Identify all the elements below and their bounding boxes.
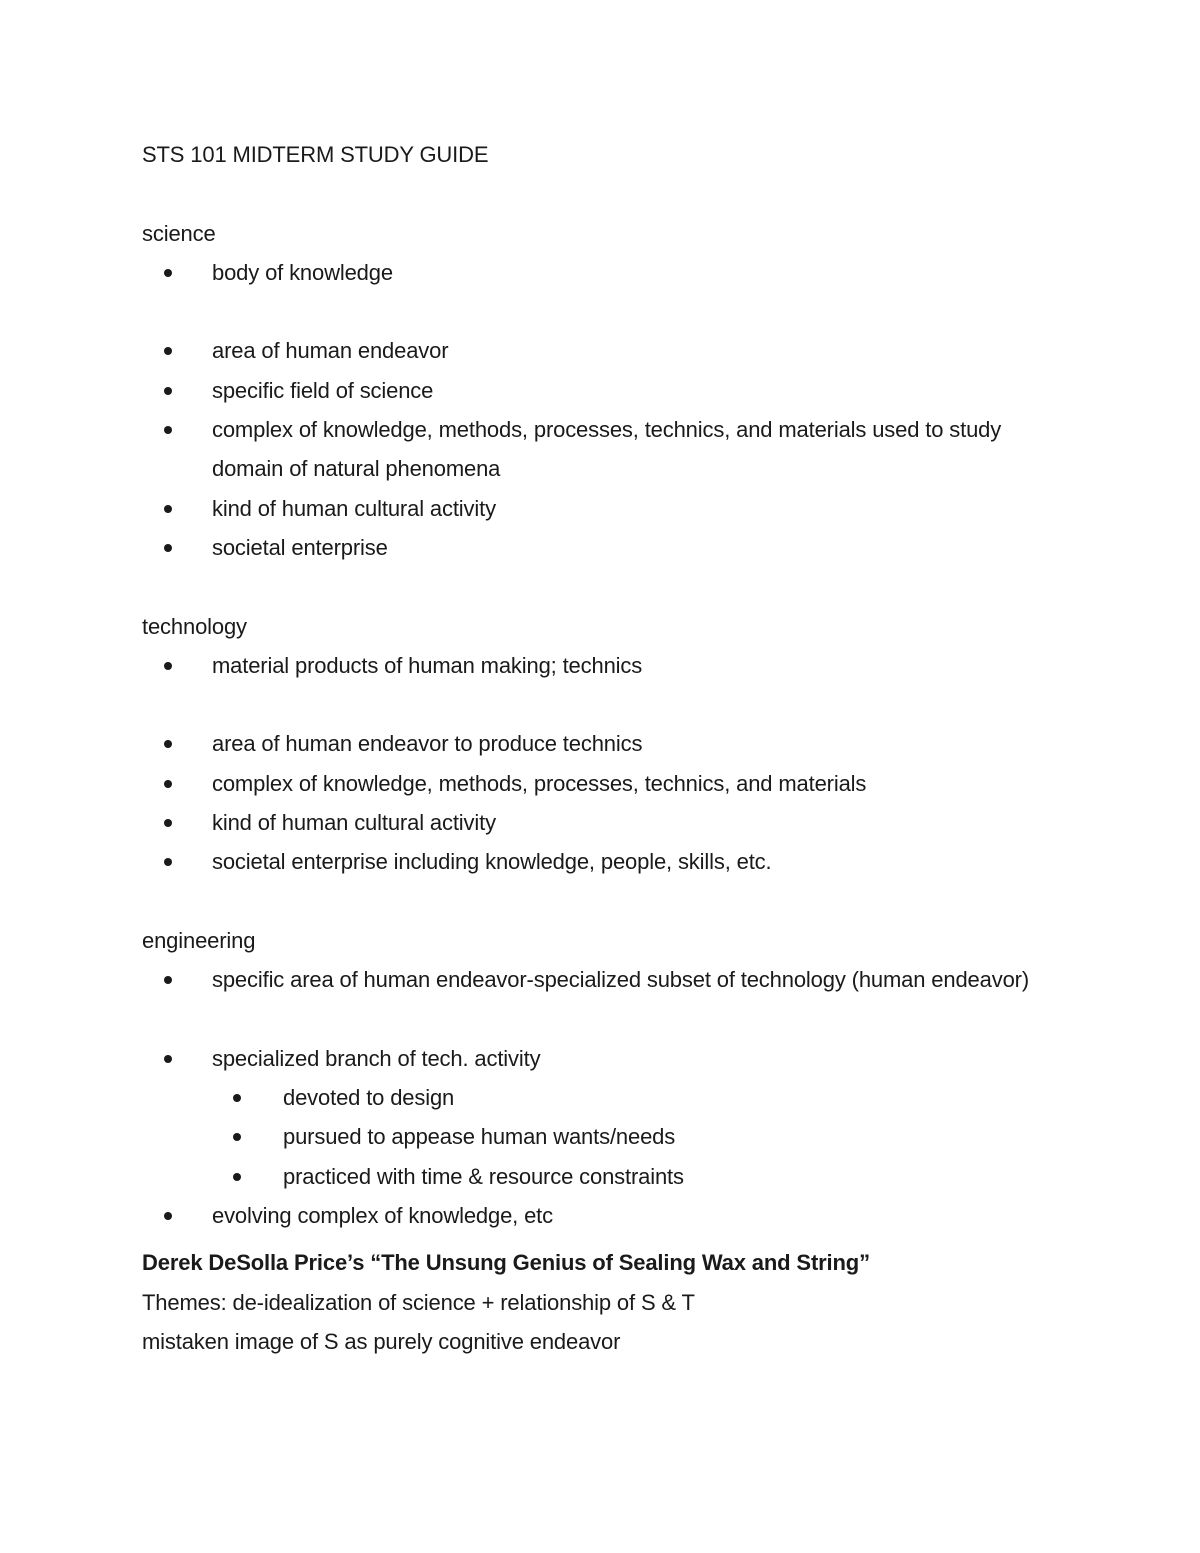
bullet-icon [164, 740, 172, 748]
bullet-icon [164, 780, 172, 788]
bullet-icon [164, 858, 172, 866]
bullet-icon [164, 1212, 172, 1220]
bullet-icon [164, 819, 172, 827]
bullet-icon [164, 976, 172, 984]
reading-themes: Themes: de-idealization of science + relationship of S & T [142, 1289, 695, 1315]
list-item: material products of human making; technics [142, 646, 1062, 685]
reading-note: mistaken image of S as purely cognitive endeavor [142, 1328, 621, 1354]
bullet-icon [164, 1055, 172, 1063]
engineering-sublist [212, 1078, 1062, 1196]
bullet-icon [164, 505, 172, 513]
bullet-icon [164, 544, 172, 552]
bullet-icon [164, 426, 172, 434]
list-item: specific area of human endeavor-specialized subset of technology (human endeavor) [142, 960, 1062, 999]
bullet-icon [233, 1173, 241, 1181]
list-item: kind of human cultural activity [142, 489, 1062, 528]
list-item: body of knowledge [142, 253, 1062, 292]
list-item: specialized branch of tech. activity devoted to design pursued to appease human wants/needs practiced with time & resource constraints [142, 1039, 1062, 1196]
sub-list-item: devoted to design [212, 1078, 1062, 1117]
list-item: societal enterprise including knowledge, people, skills, etc. [142, 842, 1062, 881]
engineering-list [142, 960, 1062, 1235]
bullet-icon [164, 387, 172, 395]
list-item: area of human endeavor to produce technics [142, 724, 1062, 763]
document-page [142, 135, 1062, 1361]
sub-list-item: practiced with time & resource constraints [212, 1157, 1062, 1196]
science-list [142, 253, 1062, 567]
list-item: societal enterprise [142, 528, 1062, 567]
section-heading-science: science [142, 220, 216, 246]
bullet-icon [164, 662, 172, 670]
bullet-icon [164, 347, 172, 355]
reading-title: Derek DeSolla Price’s “The Unsung Genius of Sealing Wax and String” [142, 1250, 870, 1276]
bullet-icon [233, 1094, 241, 1102]
list-item: area of human endeavor [142, 331, 1062, 370]
list-item: complex of knowledge, methods, processes, technics, and materials [142, 764, 1062, 803]
document-title: STS 101 MIDTERM STUDY GUIDE [142, 142, 489, 167]
list-item: kind of human cultural activity [142, 803, 1062, 842]
list-item: complex of knowledge, methods, processes, technics, and materials used to study domain of natural phenomena [142, 410, 1062, 489]
list-item: specific field of science [142, 371, 1062, 410]
sub-list-item: pursued to appease human wants/needs [212, 1117, 1062, 1156]
bullet-icon [233, 1133, 241, 1141]
technology-list [142, 646, 1062, 882]
bullet-icon [164, 269, 172, 277]
list-item: evolving complex of knowledge, etc [142, 1196, 1062, 1235]
section-heading-technology: technology [142, 613, 247, 639]
section-heading-engineering: engineering [142, 927, 256, 953]
